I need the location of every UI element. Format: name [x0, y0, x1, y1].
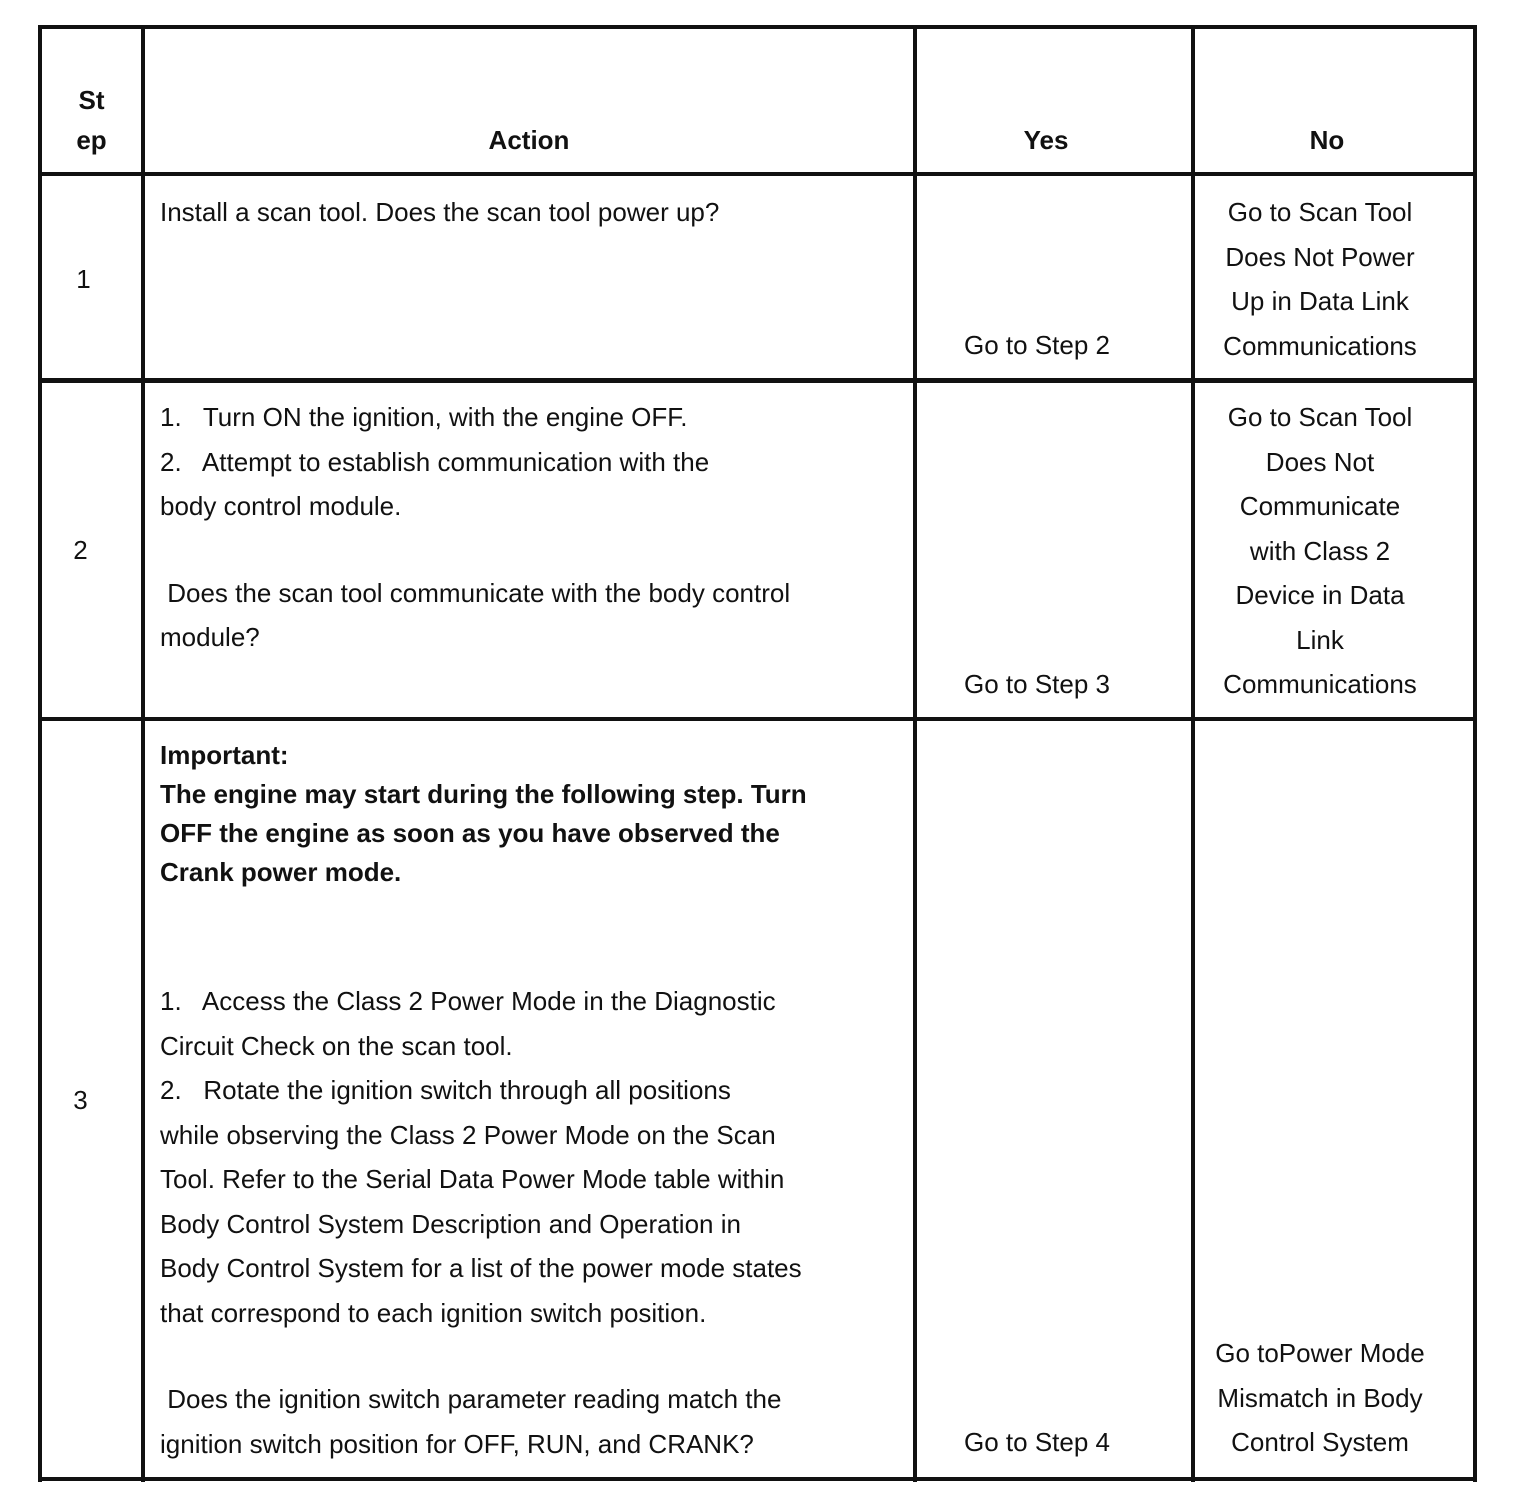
row1-yes: Go to Step 2	[964, 330, 1110, 360]
grid-line	[38, 25, 1477, 29]
row3-action-line: Tool. Refer to the Serial Data Power Mode table within	[160, 1164, 785, 1194]
row1-no-line: Communications	[1223, 330, 1417, 361]
row2-action-line: 1. Turn ON the ignition, with the engine OFF.	[160, 402, 688, 432]
grid-line	[38, 26, 42, 1482]
header-step-line2: ep	[76, 125, 107, 155]
row2-action-line: 2. Attempt to establish communication with the	[160, 446, 710, 477]
important-note	[160, 736, 910, 892]
header-step-line1: St	[78, 85, 105, 115]
row2-no-line: Communicate	[1239, 491, 1401, 521]
row3-action-line	[160, 1335, 910, 1377]
row2-no-line: Link	[1296, 624, 1344, 655]
grid-line	[38, 172, 1477, 176]
header-yes: Yes	[1023, 125, 1069, 155]
row2-no-line: Communications	[1223, 669, 1417, 699]
row1-action-line: Install a scan tool. Does the scan tool power up?	[160, 197, 720, 227]
important-line: Crank power mode.	[160, 857, 402, 887]
row3-action-line: Body Control System Description and Operation in	[160, 1208, 741, 1239]
header-no: No	[1309, 125, 1345, 155]
row2-no-line: Device in Data	[1235, 580, 1405, 610]
important-line: The engine may start during the following step. Turn	[160, 779, 807, 809]
row3-action-line: 2. Rotate the ignition switch through all positions	[160, 1075, 731, 1105]
row1-no	[1195, 190, 1445, 368]
grid-line	[38, 1477, 1477, 1481]
row3-action-line: that correspond to each ignition switch position.	[160, 1297, 707, 1328]
grid-line	[38, 378, 1477, 383]
row2-action-line: body control module.	[160, 491, 402, 521]
row1-action	[160, 190, 910, 235]
grid-line	[38, 717, 1477, 721]
row1-step: 1	[76, 264, 91, 294]
row2-no-line: with Class 2	[1249, 535, 1391, 566]
grid-line	[913, 26, 917, 1482]
row1-no-line: Does Not Power	[1225, 241, 1415, 272]
header-step	[42, 80, 141, 160]
row3-no-line: Go toPower Mode	[1215, 1338, 1425, 1368]
important-line: OFF the engine as soon as you have observed the	[160, 818, 780, 848]
row1-no-line: Go to Scan Tool	[1227, 197, 1413, 227]
header-action: Action	[488, 125, 570, 155]
row2-yes: Go to Step 3	[964, 669, 1110, 699]
important-label: Important:	[160, 740, 289, 770]
row3-action-line: while observing the Class 2 Power Mode on the Scan	[160, 1119, 776, 1150]
row3-no-line: Mismatch in Body	[1217, 1382, 1423, 1413]
row3-step: 3	[73, 1085, 88, 1115]
row3-action	[160, 979, 910, 1466]
row2-no-line: Does Not	[1265, 446, 1375, 477]
grid-line	[1473, 26, 1477, 1482]
row3-action-line: Body Control System for a list of the power mode states	[160, 1253, 802, 1283]
row3-no-line: Control System	[1231, 1427, 1409, 1457]
row2-action-line: Does the scan tool communicate with the body control	[160, 577, 791, 608]
row2-no-line: Go to Scan Tool	[1227, 402, 1413, 432]
row3-action-line: 1. Access the Class 2 Power Mode in the Diagnostic	[160, 986, 776, 1016]
row2-step: 2	[73, 535, 88, 565]
row2-no	[1195, 395, 1445, 707]
row3-action-line: Does the ignition switch parameter reading match the	[160, 1384, 782, 1414]
row3-no	[1195, 1331, 1445, 1465]
row3-action-line: ignition switch position for OFF, RUN, and CRANK?	[160, 1428, 754, 1459]
row2-action	[160, 395, 910, 660]
grid-line	[141, 26, 145, 1482]
row3-action-line: Circuit Check on the scan tool.	[160, 1030, 513, 1061]
row2-action-line: module?	[160, 622, 260, 652]
row2-action-line	[160, 529, 910, 571]
row1-no-line: Up in Data Link	[1231, 286, 1409, 316]
row3-yes: Go to Step 4	[964, 1427, 1110, 1457]
